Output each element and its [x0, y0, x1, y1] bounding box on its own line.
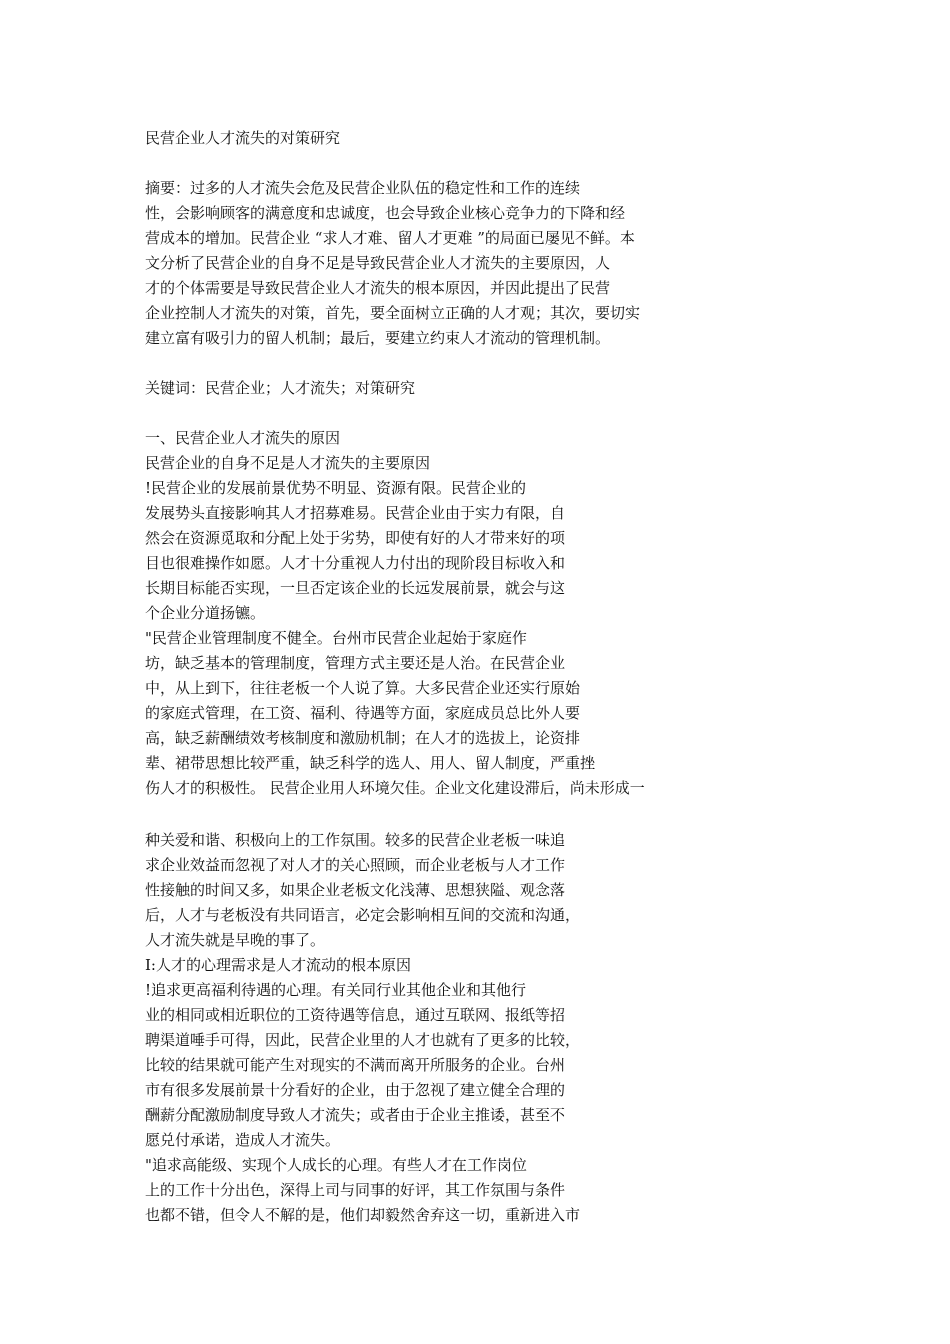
body-line: 种关爱和谐、积极向上的工作氛围。较多的民营企业老板一味追: [145, 831, 566, 849]
body-line: 性接触的时间又多，如果企业老板文化浅薄、思想狭隘、观念落: [145, 881, 566, 899]
body-line: !追求更高福利待遇的心理。有关同行业其他企业和其他行: [145, 981, 527, 999]
body-line: 业的相同或相近职位的工资待遇等信息，通过互联网、报纸等招: [145, 1006, 566, 1024]
body-line: 目也很难操作如愿。人才十分重视人力付出的现阶段目标收入和: [145, 554, 566, 572]
keywords: 关键词：民营企业；人才流失；对策研究: [145, 379, 416, 397]
body-line: "民营企业管理制度不健全。台州市民营企业起始于家庭作: [145, 629, 527, 647]
body-line: 长期目标能否实现，一旦否定该企业的长远发展前景，就会与这: [145, 579, 566, 597]
body-line: 伤人才的积极性。 民营企业用人环境欠佳。企业文化建设滞后，尚未形成一: [145, 779, 645, 797]
abstract-line: 建立富有吸引力的留人机制；最后，要建立约束人才流动的管理机制。: [145, 329, 611, 347]
body-line: 的家庭式管理，在工资、福利、待遇等方面，家庭成员总比外人要: [145, 704, 581, 722]
body-line: 上的工作十分出色，深得上司与同事的好评，其工作氛围与条件: [145, 1181, 566, 1199]
subsection-heading: 民营企业的自身不足是人才流失的主要原因: [145, 454, 431, 472]
abstract-line: 摘要：过多的人才流失会危及民营企业队伍的稳定性和工作的连续: [145, 179, 581, 197]
body-line: 求企业效益而忽视了对人才的关心照顾，而企业老板与人才工作: [145, 856, 566, 874]
body-line: 也都不错，但令人不解的是，他们却毅然舍弃这一切，重新进入市: [145, 1206, 581, 1224]
body-line: !民营企业的发展前景优势不明显、资源有限。民营企业的: [145, 479, 527, 497]
body-line: 发展势头直接影响其人才招募难易。民营企业由于实力有限，自: [145, 504, 566, 522]
body-line: 市有很多发展前景十分看好的企业，由于忽视了建立健全合理的: [145, 1081, 566, 1099]
subsection-heading: I:人才的心理需求是人才流动的根本原因: [145, 956, 411, 974]
body-line: 高，缺乏薪酬绩效考核制度和激励机制；在人才的选拔上，论资排: [145, 729, 581, 747]
abstract-line: 企业控制人才流失的对策，首先，要全面树立正确的人才观；其次，要切实: [145, 304, 641, 322]
body-line: "追求高能级、实现个人成长的心理。有些人才在工作岗位: [145, 1156, 527, 1174]
body-line: 中，从上到下，往往老板一个人说了算。大多民营企业还实行原始: [145, 679, 581, 697]
body-line: 愿兑付承诺，造成人才流失。: [145, 1131, 341, 1149]
body-line: 酬薪分配激励制度导致人才流失；或者由于企业主推诿，甚至不: [145, 1106, 566, 1124]
body-line: 人才流失就是早晚的事了。: [145, 931, 326, 949]
body-line: 后，人才与老板没有共同语言，必定会影响相互间的交流和沟通，: [145, 906, 581, 924]
body-line: 聘渠道唾手可得，因此，民营企业里的人才也就有了更多的比较，: [145, 1031, 581, 1049]
body-line: 然会在资源觅取和分配上处于劣势，即使有好的人才带来好的项: [145, 529, 566, 547]
body-line: 个企业分道扬镳。: [145, 604, 266, 622]
document-title: 民营企业人才流失的对策研究: [145, 129, 341, 147]
abstract-line: 营成本的增加。民营企业 “求人才难、留人才更难 ”的局面已屡见不鲜。本: [145, 229, 635, 247]
abstract-line: 文分析了民营企业的自身不足是导致民营企业人才流失的主要原因，人: [145, 254, 611, 272]
body-line: 比较的结果就可能产生对现实的不满而离开所服务的企业。台州: [145, 1056, 566, 1074]
body-line: 坊，缺乏基本的管理制度，管理方式主要还是人治。在民营企业: [145, 654, 566, 672]
body-line: 辈、裙带思想比较严重，缺乏科学的选人、用人、留人制度，严重挫: [145, 754, 596, 772]
abstract-line: 才的个体需要是导致民营企业人才流失的根本原因，并因此提出了民营: [145, 279, 611, 297]
abstract-line: 性，会影响顾客的满意度和忠诚度，也会导致企业核心竞争力的下降和经: [145, 204, 626, 222]
section-heading: 一、民营企业人才流失的原因: [145, 429, 341, 447]
